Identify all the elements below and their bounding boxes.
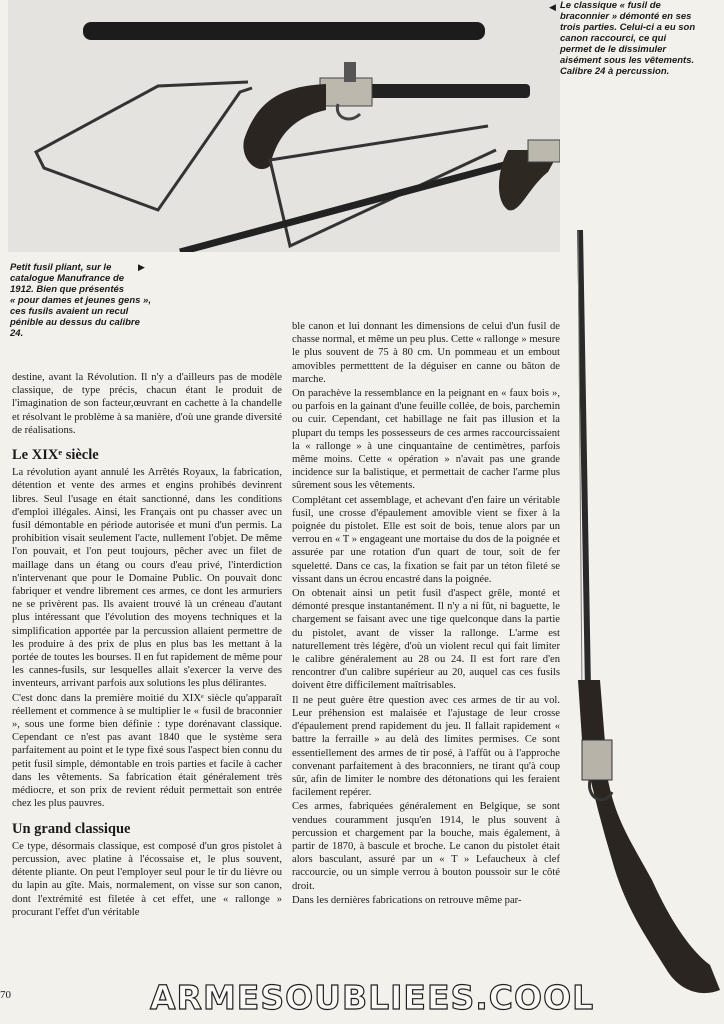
guns-illustration	[8, 0, 560, 252]
paragraph: La révolution ayant annulé les Arrêtés Royaux, la fabrication, détention et vente des armes et engins prohibés devinrent libres. Seul l'usage en était sanctionné, dans les conditions d'emploi illégales. Ainsi, les Français ont pu chasser avec un fusil démontable en période autorisée et muni d'un permis. La prohibition visait seulement l'acte, nullement l'objet. De même l'on pouvait, et l'on peut toujours, pêcher avec un filet de maillage dans un étang ou cours d'eau privé, l'interdiction n'intervenant que pour le Domaine Public. On pouvait donc fabriquer et vendre librement ces armes, ce dont les armuriers ne se privèrent pas. Ils avaient trouvé là un créneau d'autant plus intéressant que l'évolution des moyens techniques et la simplification apportée par la percussion allaient permettre de les produire à des prix de plus en plus bas les mettant à la portée de toutes les bourses. Il en fut rapidement de même pour les cannes-fusils, sur lesquelles allait s'exercer la verve des inventeurs, arrivant parfois aux solutions les plus délirantes.	[12, 467, 282, 690]
paragraph: Ce type, désormais classique, est composé d'un gros pistolet à percussion, avec platine à l'écossaise et, le plus souvent, détente pliante. On peut l'employer seul pour le tir du lièvre ou du lapin au gîte. Mais, normalement, on visse sur son canon, dont l'extrémité est filetée à cet effet, une « rallonge » procurant l'effet d'un véritable	[12, 840, 282, 918]
pistol-lock	[320, 78, 372, 106]
watermark: ARMESOUBLIEES.COOL	[150, 978, 595, 1017]
arrow-left-icon: ◀	[549, 2, 556, 12]
paragraph: destine, avant la Révolution. Il n'y a d'ailleurs pas de modèle classique, de type précis, chacun étant le produit de l'imagination de son facteur,œuvrant en cachette à la chandelle et résolvant le problème à sa manière, d'où une grande diversité de réalisations.	[12, 372, 282, 436]
rifle-illustration	[560, 220, 724, 1010]
arrow-right-icon: ▶	[138, 262, 145, 272]
wire-stock	[36, 82, 252, 210]
section-heading: Un grand classique	[12, 820, 131, 837]
rifle-stock	[578, 680, 720, 993]
caption-top-right: Le classique « fusil de braconnier » démonté en ses trois parties. Celui-ci a eu son canon raccourci, ce qui permet de le dissimuler aisément sous les vêtements. Calibre 24 à percussion.	[560, 0, 696, 77]
paragraph: Complétant cet assemblage, et achevant d'en faire un véritable fusil, une crosse d'épaulement amovible vient se fixer à la poignée du pistolet. Elle est soit de bois, tenue alors par un verrou en « T » engageant une mortaise du dos de la poignée et assurée par une rotation d'un quart de tour, soit de fer squeletté. Dans ce cas, la fixation se fait par un téton fileté se vissant dans un écrou encastré dans la poignée.	[292, 494, 560, 585]
page-number: 70	[0, 989, 11, 1001]
section-heading: Le XIXᵉ siècle	[12, 447, 99, 464]
paragraph: Il ne peut guère être question avec ces armes de tir au vol. Leur préhension est malaisée et l'ajustage de leur crosse d'épaulement prend rapidement du jeu. Il fallait rapidement « battre la ferraille » au delà des limites permises. Ce sont essentiellement des armes de tir posé, à l'affût ou à l'approche convenant parfaitement à des braconniers, ne tirant qu'à coup sûr, afin de limiter le nombre des détonations qui les feraient facilement repérer.	[292, 694, 560, 799]
paragraph: ble canon et lui donnant les dimensions de celui d'un fusil de chasse normal, et même un peu plus. Cette « rallonge » mesure le plus souvent de 75 à 80 cm. Un pommeau et un embout amovibles permetttent de la déguiser en canne ou bâton de marche.	[292, 321, 560, 385]
barrel-part	[83, 22, 485, 40]
text-column-2	[292, 320, 560, 908]
paragraph: On parachève la ressemblance en la peignant en « faux bois », ou parfois en la gainant d'une feuille collée, de bois, parchemin ou cuir. Cependant, cet habillage ne fait pas illusion et la plupart du temps les possesseurs de ces armes raccourcissaient la « rallonge » à une cinquantaine de centimètres, parfois même moins. Cette « opération » n'avait pas une grande incidence sur la balistique, et permettait de cacher l'arme plus sûrement sous les vêtements.	[292, 388, 560, 492]
text-column-1	[12, 371, 282, 920]
paragraph: Dans les dernières fabrications on retrouve même par-	[292, 894, 522, 906]
paragraph: Ces armes, fabriquées généralement en Belgique, se sont vendues couramment jusqu'en 1914, le plus souvent à percussion et chargement par la bouche, mais également, à partir de 1870, à bascule et broche. Le canon du pistolet était alors basculant, assuré par un « T » Lefaucheux à clef raccourcie, ou un simple verrou à bouton poussoir sur le côté droit.	[292, 801, 560, 892]
paragraph: C'est donc dans la première moitié du XIXᵉ siècle qu'apparaît réellement et commence à se multiplier le « fusil de braconnier », sous une forme bien définie : type dorénavant classique. Cependant ce n'est pas avant 1840 que le système sera parfaitement au point et le type fixé sous l'aspect bien connu du petit fusil simple, démontable en trois parties et facile à cacher dans les vêtements. Sa fabrication était généralement très médiocre, et son prix de revient réduit permettait son entrée chez les plus pauvres.	[12, 692, 282, 810]
photo-guns	[8, 0, 560, 252]
caption-left: Petit fusil pliant, sur le catalogue Manufrance de 1912. Bien que présentés « pour dames et jeunes gens », ces fusils avaient un recul pénible au dessus du calibre 24.	[10, 262, 151, 339]
paragraph: On obtenait ainsi un petit fusil d'aspect grêle, monté et démonté presque instantanément. Il n'y a ni fût, ni baguette, le chargement se faisant avec une tige quelconque dans la partie du pistolet, avant de visser la rallonge. L'arme est naturellement très légère, d'où un violent recul qui fait limiter le calibre généralement au 28 ou 24. Il est fort rare d'en rencontrer d'un calibre supérieur au 20, auquel cas ces fusils doivent être difficilement maîtrisables.	[292, 588, 560, 692]
